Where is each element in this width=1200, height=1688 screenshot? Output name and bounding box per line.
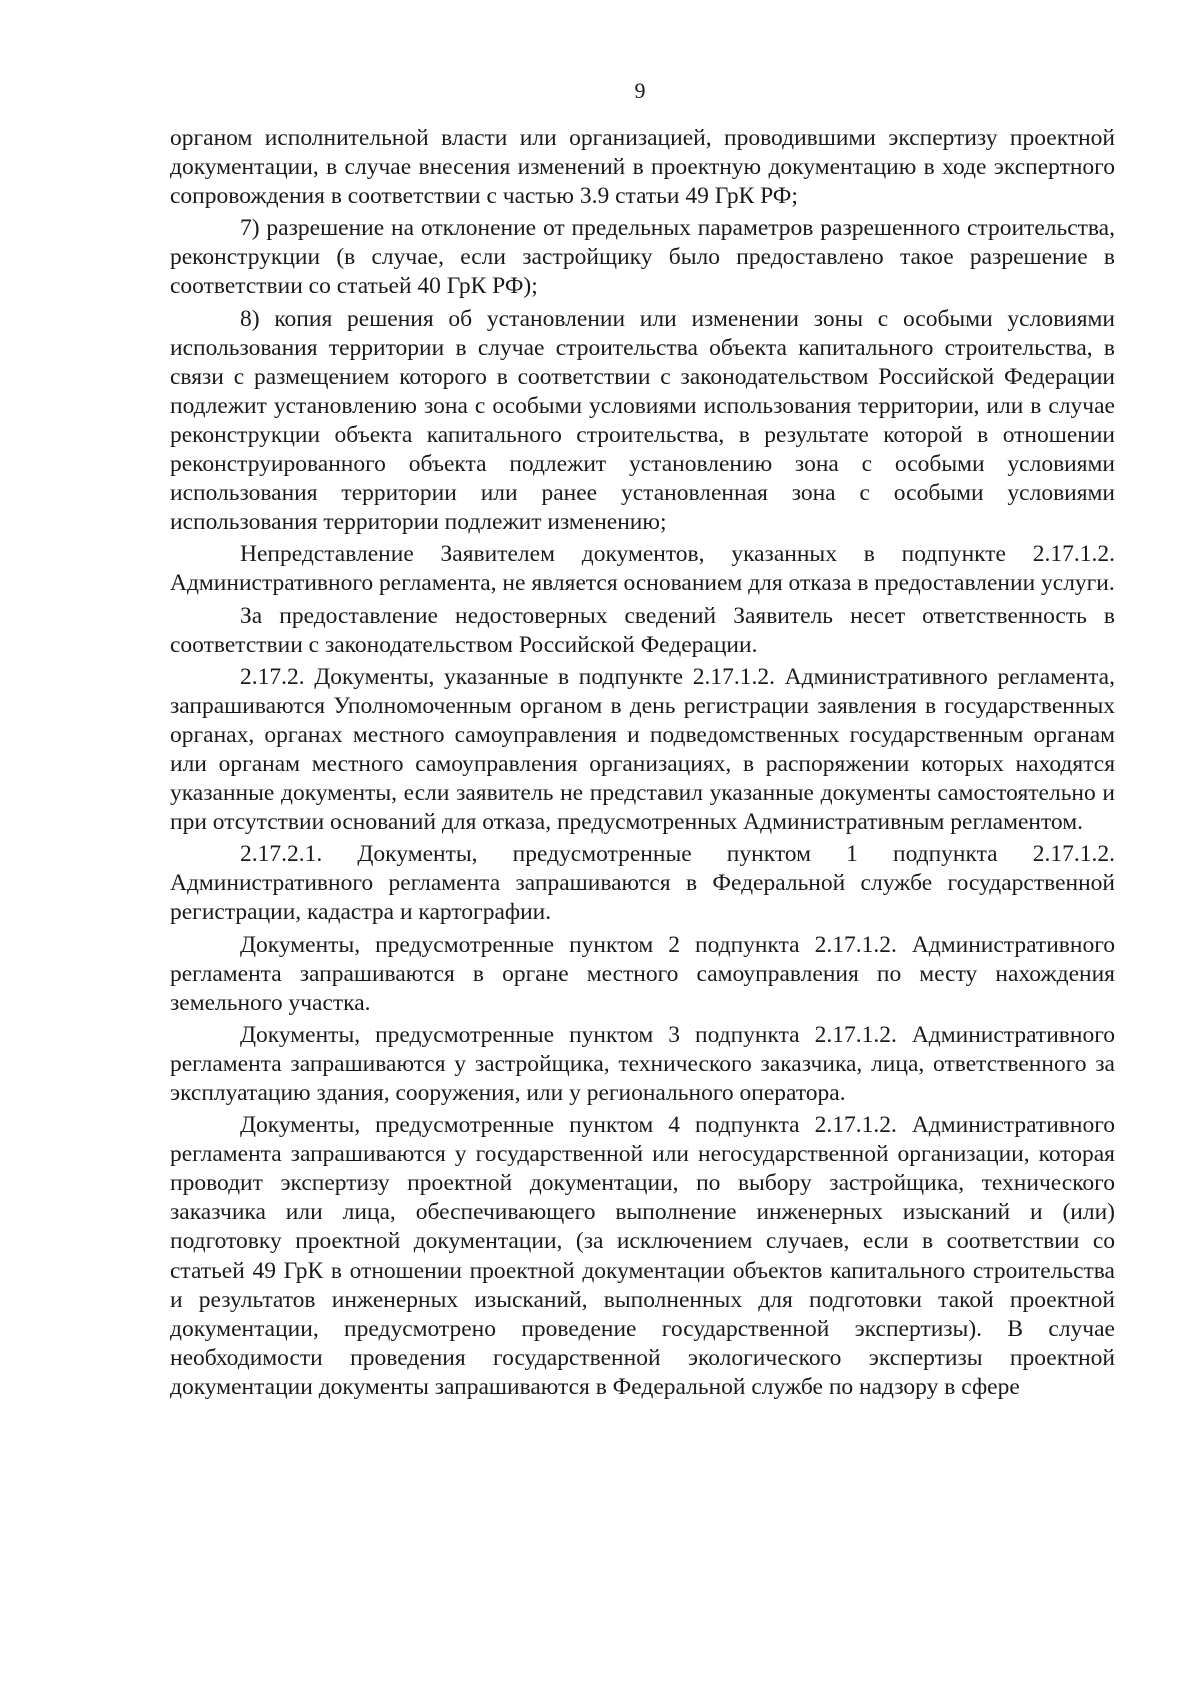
paragraph-item-8: 8) копия решения об установлении или изменении зоны с особыми условиями использования территории в случае строительства объекта капитального строительства, в связи с размещением которого в соответствии с законодательством Российской Федерации подлежит установлению зона с особыми условиями использования территории, или в случае реконструкции объекта капитального строительства, в результате которой в отношении реконструированного объекта подлежит установлению зона с особыми условиями использования территории или ранее установленная зона с особыми условиями использования территории подлежит изменению; — [170, 305, 1115, 536]
paragraph-item-3-docs: Документы, предусмотренные пунктом 3 подпункта 2.17.1.2. Административного регламента запрашиваются у застройщика, технического заказчика, лица, ответственного за эксплуатацию здания, сооружения, или у регионального оператора. — [170, 1021, 1115, 1106]
paragraph-item-2-docs: Документы, предусмотренные пунктом 2 подпункта 2.17.1.2. Административного регламента запрашиваются в органе местного самоуправления по месту нахождения земельного участка. — [170, 931, 1115, 1016]
paragraph-2-17-2-1: 2.17.2.1. Документы, предусмотренные пунктом 1 подпункта 2.17.1.2. Административного регламента запрашиваются в Федеральной службе государственной регистрации, кадастра и картографии. — [170, 841, 1115, 926]
page-number: 9 — [634, 78, 646, 103]
paragraph-non-submission: Непредставление Заявителем документов, указанных в подпункте 2.17.1.2. Административного регламента, не является основанием для отказа в предоставлении услуги. — [170, 541, 1115, 597]
paragraph-2-17-2: 2.17.2. Документы, указанные в подпункте 2.17.1.2. Административного регламента, запрашиваются Уполномоченным органом в день регистрации заявления в государственных органах, органах местного самоуправления и подведомственных государственным органам или органам местного самоуправления организациях, в распоряжении которых находятся указанные документы, если заявитель не представил указанные документы самостоятельно и при отсутствии оснований для отказа, предусмотренных Административным регламентом. — [170, 663, 1115, 836]
paragraph-continuation: органом исполнительной власти или организацией, проводившими экспертизу проектной документации, в случае внесения изменений в проектную документацию в ходе экспертного сопровождения в соответствии с частью 3.9 статьи 49 ГрК РФ; — [170, 125, 1115, 210]
paragraph-item-4-docs: Документы, предусмотренные пунктом 4 подпункта 2.17.1.2. Административного регламента запрашиваются у государственной или негосударственной организации, которая проводит экспертизу проектной документации, по выбору застройщика, технического заказчика или лица, обеспечивающего выполнение инженерных изысканий и (или) подготовку проектной документации, (за исключением случаев, если в соответствии со статьей 49 ГрК в отношении проектной документации объектов капитального строительства и результатов инженерных изысканий, выполненных для подготовки такой проектной документации, предусмотрено проведение государственной экспертизы). В случае необходимости проведения государственной экологического экспертизы проектной документации документы запрашиваются в Федеральной службе по надзору в сфере — [170, 1112, 1115, 1400]
paragraph-responsibility: За предоставление недостоверных сведений Заявитель несет ответственность в соответствии с законодательством Российской Федерации. — [170, 602, 1115, 658]
paragraph-item-7: 7) разрешение на отклонение от предельных параметров разрешенного строительства, реконструкции (в случае, если застройщику было предоставлено такое разрешение в соответствии со статьей 40 ГрК РФ); — [170, 215, 1115, 300]
document-body — [170, 124, 1115, 1405]
